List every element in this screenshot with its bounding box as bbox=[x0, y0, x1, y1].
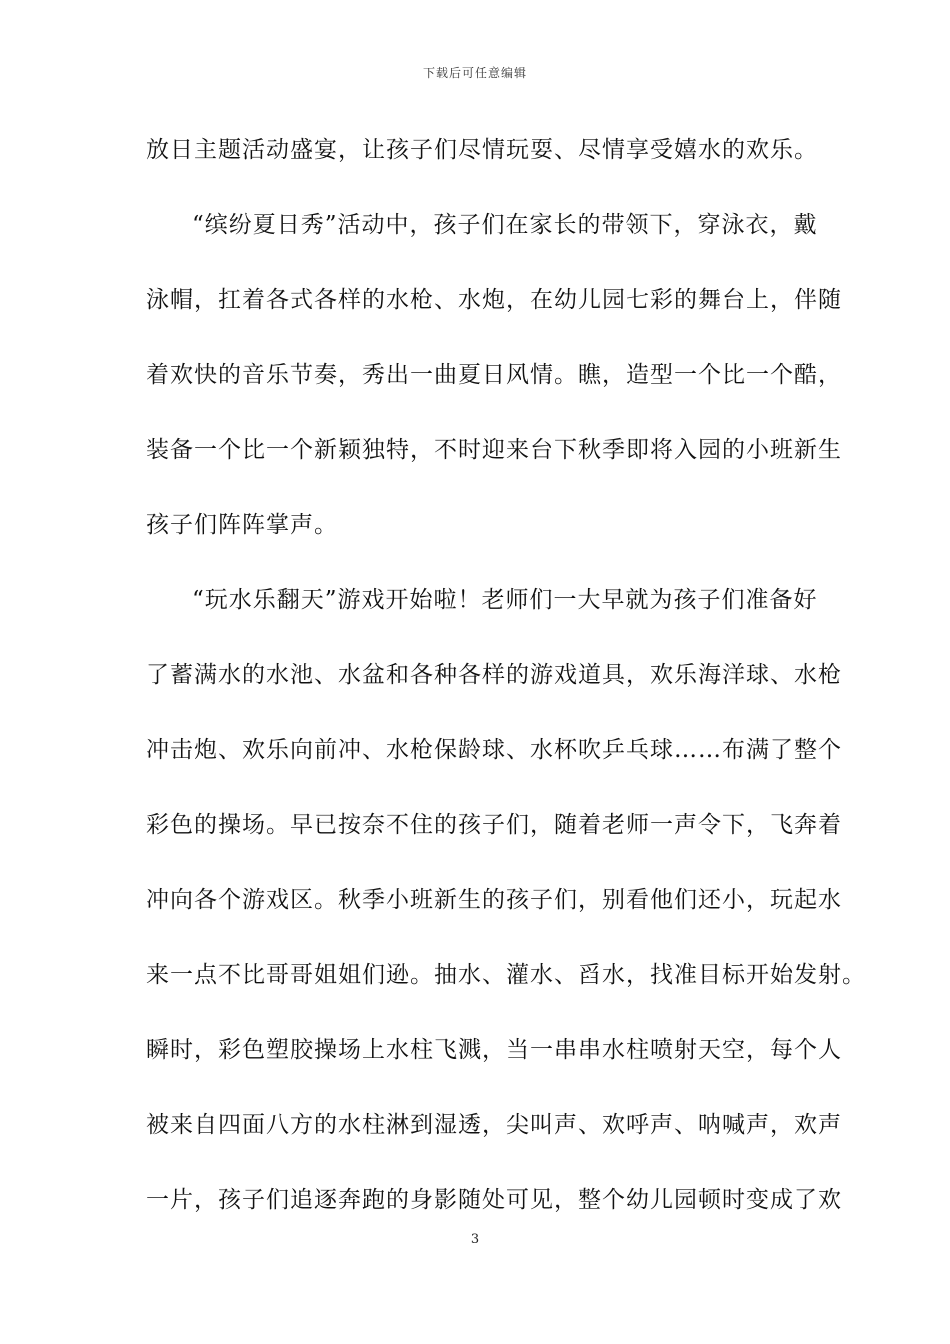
text-line: 了蓄满水的水池、水盆和各种各样的游戏道具，欢乐海洋球、水枪 bbox=[146, 662, 842, 688]
text-line: 孩子们阵阵掌声。 bbox=[146, 512, 338, 538]
text-line: 放日主题活动盛宴，让孩子们尽情玩耍、尽情享受嬉水的欢乐。 bbox=[146, 137, 818, 163]
text-line: 来一点不比哥哥姐姐们逊。抽水、灌水、舀水，找准目标开始发射。 bbox=[146, 962, 866, 988]
page-number: 3 bbox=[470, 1232, 480, 1247]
text-line: 着欢快的音乐节奏，秀出一曲夏日风情。瞧，造型一个比一个酷， bbox=[146, 362, 842, 388]
text-line: 装备一个比一个新颖独特，不时迎来台下秋季即将入园的小班新生 bbox=[146, 437, 842, 463]
text-line: “缤纷夏日秀”活动中，孩子们在家长的带领下，穿泳衣，戴 bbox=[192, 212, 818, 238]
text-line: 一片，孩子们追逐奔跑的身影随处可见，整个幼儿园顿时变成了欢 bbox=[146, 1187, 842, 1213]
text-line: 冲击炮、欢乐向前冲、水枪保龄球、水杯吹乒乓球……布满了整个 bbox=[146, 737, 842, 763]
text-line: 冲向各个游戏区。秋季小班新生的孩子们，别看他们还小，玩起水 bbox=[146, 887, 842, 913]
document-body bbox=[146, 130, 866, 1255]
text-line: 瞬时，彩色塑胶操场上水柱飞溅，当一串串水柱喷射天空，每个人 bbox=[146, 1037, 842, 1063]
text-line: 彩色的操场。早已按奈不住的孩子们，随着老师一声令下，飞奔着 bbox=[146, 812, 842, 838]
text-line: 被来自四面八方的水柱淋到湿透，尖叫声、欢呼声、呐喊声，欢声 bbox=[146, 1112, 842, 1138]
text-line: “玩水乐翻天”游戏开始啦！老师们一大早就为孩子们准备好 bbox=[192, 587, 818, 613]
text-line: 泳帽，扛着各式各样的水枪、水炮，在幼儿园七彩的舞台上，伴随 bbox=[146, 287, 842, 313]
page-header: 下载后可任意编辑 bbox=[422, 66, 527, 80]
